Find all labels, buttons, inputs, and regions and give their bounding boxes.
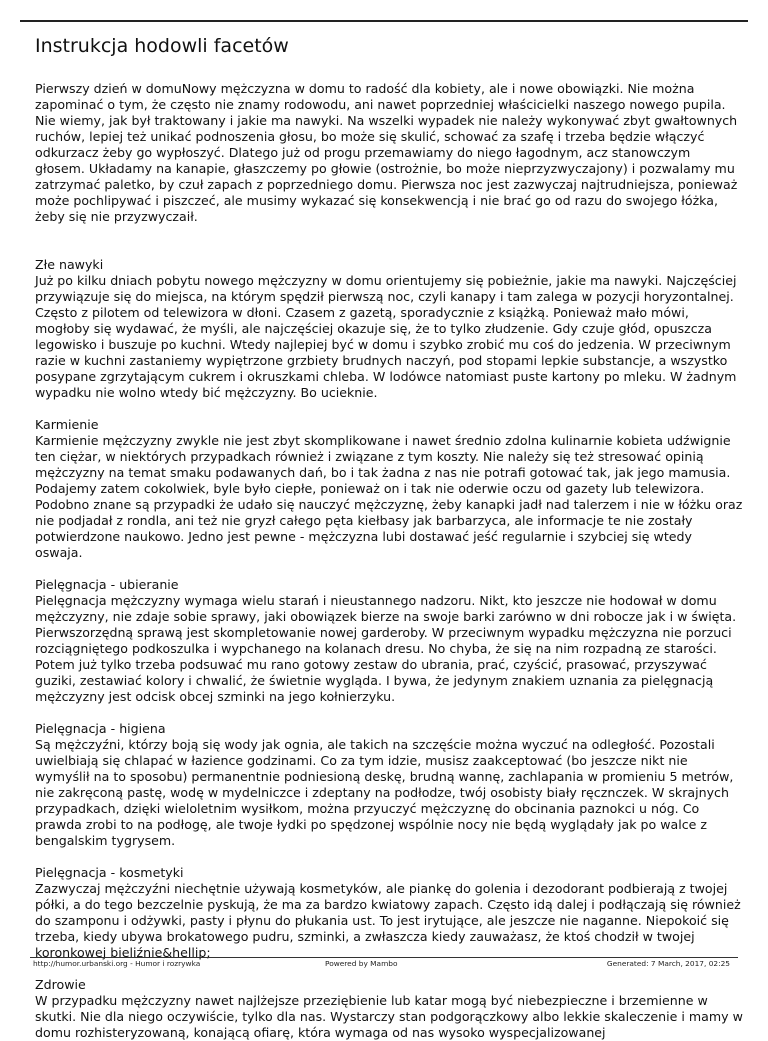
section-body: Pielęgnacja mężczyzny wymaga wielu starań i nieustannego nadzoru. Nikt, kto jeszcze nie hodował w domu mężczyzny, nie zdaje sobie sprawy, jaki obowiązek bierze na swoje barki zarówno w dni robocze jak i w święta. Pierwszorzędną sprawą jest skompletowanie nowej garderoby. W przeciwnym wypadku mężczyzna nie porzuci rozciągniętego podkoszulka i wypchanego na kolanach dresu. No chyba, że się na nim rozpadną ze starości. Potem już tylko trzeba podsuwać mu rano gotowy zestaw do ubrania, prać, czyścić, prasować, przyszywać guziki, zestawiać kolory i chwalić, że świetnie wygląda. I bywa, że jedynym znakiem uznania za pielęgnacją mężczyzny jest odcisk obcej szminki na jego kołnierzyku. [35, 593, 737, 704]
footer-divider [30, 957, 738, 958]
section-heading: Złe nawyki [35, 257, 104, 272]
intro-paragraph: Pierwszy dzień w domuNowy mężczyzna w domu to radość dla kobiety, ale i nowe obowiązki. Nie można zapominać o tym, że często nie znamy rodowodu, ani nawet poprzedniej właścicielki naszego nowego pupila. Nie wiemy, jak był traktowany i jakie ma nawyki. Na wszelki wypadek nie należy wykonywać zbyt gwałtownych ruchów, lepiej też unikać podnoszenia głosu, bo może się skulić, schować za szafę i trzeba będzie włączyć odkurzacz żeby go wypłoszyć. Dlatego już od progu przemawiamy do niego łagodnym, acz stanowczym głosem. Układamy na kanapie, głaszczemy po głowie (ostrożnie, bo może nieprzyzwyczajony) i pozwalamy mu zatrzymać paletko, by czuł zapach z poprzedniego domu. Pierwsza noc jest zazwyczaj najtrudniejsza, ponieważ może pochlipywać i piszczeć, ale musimy wykazać się konsekwencją i nie brać go od razu do swojego łóżka, żeby się nie przyzwyczaił. [35, 81, 738, 224]
section-body: Zazwyczaj mężczyźni niechętnie używają kosmetyków, ale piankę do golenia i dezodorant podbierają z twojej półki, a do tego bezczelnie pyskują, że ma za bardzo kwiatowy zapach. Często idą dalej i podłączają się również do szamponu i odżywki, pasty i płynu do płukania ust. To jest irytujące, ale jeszcze nie naganne. Niepokoić się trzeba, kiedy ubywa brokatowego pudru, szminki, a zwłaszcza kiedy zauważasz, że ktoś chodził w twojej koronkowej bieliźnie&hellip; [35, 881, 741, 960]
section-health [35, 977, 743, 1041]
section-heading: Pielęgnacja - higiena [35, 721, 166, 736]
section-heading: Zdrowie [35, 977, 86, 992]
section-bad-habits [35, 257, 743, 401]
article-content [35, 81, 743, 1041]
section-care-cosmetics [35, 865, 743, 961]
section-heading: Pielęgnacja - ubieranie [35, 577, 179, 592]
section-body: Są mężczyźni, którzy boją się wody jak ognia, ale takich na szczęście można wyczuć na odległość. Pozostali uwielbiają się chlapać w łazience godzinami. Co za tym idzie, musisz zaakceptować (bo jeszcze nikt nie wymyślił na to sposobu) permanentnie podniesioną deskę, brudną wannę, zachlapania w promieniu 5 metrów, nie zakręconą pastę, wodę w mydelniczce i zdeptany na podłodze, twój osobisty biały ręcznczek. W skrajnych przypadkach, dzięki wieloletnim wysiłkom, można przyuczyć mężczyznę do obcinania paznokci u nóg. Co prawda zrobi to na podłogę, ale twoje łydki po spędzonej wspólnie nocy nie będą wyglądały jak po walce z bengalskim tygrysem. [35, 737, 734, 848]
section-body: W przypadku mężczyzny nawet najlżejsze przeziębienie lub katar mogą być niebezpieczne i brzemienne w skutki. Nie dla niego oczywiście, tylko dla nas. Wystarczy stan podgorączkowy albo lekkie skaleczenie i mamy w domu rozhisteryzowaną, konającą ofiarę, która wymaga od nas wysoko wyspecjalizowanej [35, 993, 743, 1040]
section-care-clothing [35, 577, 743, 705]
section-care-hygiene [35, 721, 743, 849]
footer-site: http://humor.urbanski.org - Humor i rozrywka [33, 959, 201, 968]
footer-powered-by: Powered by Mambo [325, 959, 398, 968]
top-divider [20, 20, 748, 22]
section-heading: Karmienie [35, 417, 99, 432]
section-feeding [35, 417, 743, 561]
footer-generated: Generated: 7 March, 2017, 02:25 [606, 959, 730, 968]
page-title: Instrukcja hodowli facetów [35, 35, 289, 57]
section-heading: Pielęgnacja - kosmetyki [35, 865, 184, 880]
section-body: Karmienie mężczyzny zwykle nie jest zbyt skomplikowane i nawet średnio zdolna kulinarnie kobieta udźwignie ten ciężar, w niektórych przypadkach również i związane z tym koszty. Nie należy się też stresować opinią mężczyzny na temat smaku podawanych dań, bo i tak żadna z nas nie potrafi gotować tak, jak jego mamusia. Podajemy zatem cokolwiek, byle było ciepłe, ponieważ on i tak nie oderwie oczu od gazety lub telewizora. Podobno znane są przypadki że udało się nauczyć mężczyznę, żeby kanapki jadł nad talerzem i nie w łóżku oraz nie podjadał z rondla, ani też nie gryzł całego pęta kiełbasy jak barbarzyca, ale informacje te nie zostały potwierdzone naukowo. Jedno jest pewne - mężczyzna lubi dostawać jeść regularnie i szybciej się wtedy oswaja. [35, 433, 743, 560]
section-body: Już po kilku dniach pobytu nowego mężczyzny w domu orientujemy się pobieżnie, jakie ma nawyki. Najczęściej przywiązuje się do miejsca, na którym spędził pierwszą noc, czyli kanapy i tam zalega w pozycji horyzontalnej. Często z pilotem od telewizora w dłoni. Czasem z gazetą, sporadycznie z książką. Ponieważ mało mówi, mogłoby się wydawać, że myśli, ale najczęściej okazuje się, że to tylko złudzenie. Gdy czuje głód, opuszcza legowisko i buszuje po kuchni. Wtedy najlepiej być w domu i szybko zrobić mu coś do jedzenia. W przeciwnym razie w kuchni zastaniemy wypiętrzone grzbiety brudnych naczyń, pod stopami lepkie substancje, a wszystko posypane zgrzytającym cukrem i okruszkami chleba. W lodówce natomiast puste kartony po mleku. W żadnym wypadku nie wolno wtedy bić mężczyzny. Bo ucieknie. [35, 273, 737, 400]
